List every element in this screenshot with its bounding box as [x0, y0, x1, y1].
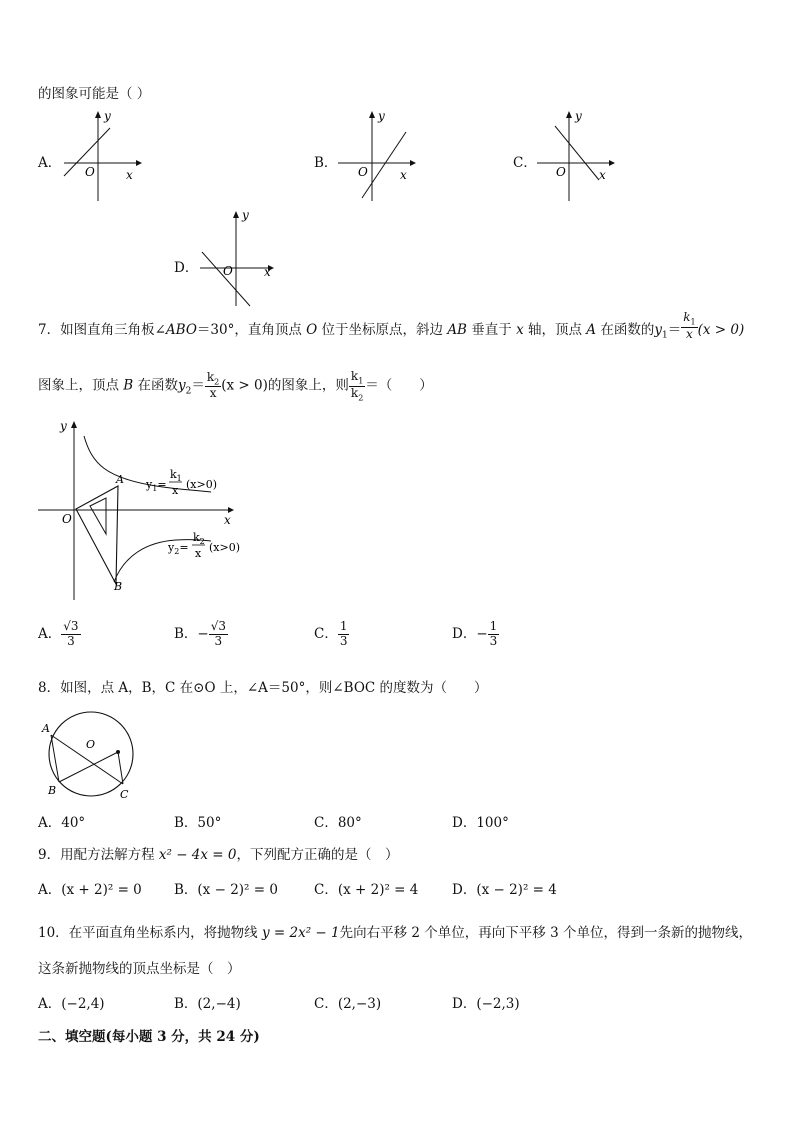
q7-stem-line2: 图象上，顶点 B 在函数$y_2=$ $\frac{k_2}{x}$ (x > 0)的图象上，则 $\frac{k_1}{k_2}$ ＝（ ） [38, 369, 433, 402]
q7-option-c: C． $\frac{1}{3}$ [314, 619, 348, 648]
q10-option-b: B．(2,−4) [174, 996, 241, 1012]
origin-label: O [223, 264, 233, 278]
x-axis-label: x [264, 265, 271, 279]
q10-option-a: A．(−2,4) [38, 996, 105, 1012]
q8-option-b: B．50° [174, 815, 222, 831]
q6-option-a-label: A． [38, 155, 62, 171]
point-a-label: A [116, 473, 124, 486]
q9-option-c: C．(x + 2)² = 4 [314, 882, 419, 898]
q8-option-d: D．100° [452, 815, 509, 831]
point-c-label: C [120, 788, 129, 801]
q6-option-c-label: C． [513, 155, 537, 171]
q9-option-d: D．(x − 2)² = 4 [452, 882, 557, 898]
point-b-label: B [48, 784, 57, 797]
q7-option-b: B．− $\frac{√3}{3}$ [174, 619, 227, 648]
triangle-abo [76, 486, 118, 584]
svg-text:(x>0): (x>0) [209, 541, 241, 554]
x-axis-label: x [599, 168, 606, 182]
q6-graph-d [196, 206, 286, 310]
x-axis-label: x [126, 168, 133, 182]
q9-option-b: B．(x − 2)² = 0 [174, 882, 278, 898]
section-heading: 二、填空题(每小题 3 分，共 24 分) [38, 1029, 260, 1045]
q8-stem: 8．如图，点 A，B，C 在⊙O 上，∠A＝50°，则∠BOC 的度数为（ ） [38, 680, 488, 696]
svg-text:k2: $k_2$ [193, 531, 205, 546]
fraction-k1-over-x: $\frac{k_1}{x}$ [683, 310, 696, 341]
q8-circle-figure [38, 708, 142, 804]
curve-y2 [114, 540, 211, 582]
q6-option-d-label: D． [174, 260, 199, 276]
q10-stem-line1: 10．在平面直角坐标系内，将抛物线 y = 2x² − 1先向右平移 2 个单位，再向下平移 3 个单位，得到一条新的抛物线， [38, 925, 752, 941]
q7-option-a: A． $\frac{√3}{3}$ [38, 619, 79, 648]
q8-option-c: C．80° [314, 815, 362, 831]
y-axis-label: y [60, 419, 67, 433]
circle-o [49, 712, 133, 796]
q6-graph-b [334, 108, 424, 204]
origin-label: O [62, 512, 72, 526]
q7-stem-line1: 7．如图直角三角板∠ABO＝30°，直角顶点 O 位于坐标原点，斜边 AB 垂直于 x 轴，顶点 A 在函数的$y_1=$ $\frac{k_1}{x}$ (x > 0) [38, 310, 745, 341]
svg-text:(x>0): (x>0) [186, 478, 218, 491]
q7-option-d: D．− $\frac{1}{3}$ [452, 619, 498, 648]
point-b-label: B [114, 580, 123, 593]
triangle-inner [90, 498, 106, 534]
svg-text:x: x [172, 484, 179, 497]
y-axis-label: y [104, 109, 111, 123]
origin-label: O [358, 165, 368, 179]
point-a-label: A [42, 722, 50, 735]
q9-option-a: A．(x + 2)² = 0 [38, 882, 142, 898]
origin-label: O [556, 165, 566, 179]
y-axis-label: y [575, 109, 582, 123]
q10-stem-line2: 这条新抛物线的顶点坐标是（ ） [38, 961, 241, 977]
q7-figure [36, 416, 266, 604]
q8-option-a: A．40° [38, 815, 86, 831]
svg-text:y1=: $y_1=$ [146, 478, 167, 493]
q6-graph-c [533, 108, 623, 204]
y-axis-label: y [378, 109, 385, 123]
point-o-label: O [86, 738, 96, 751]
svg-text:k1: $k_1$ [170, 468, 182, 483]
q10-option-d: D．(−2,3) [452, 996, 520, 1012]
fraction-k1-over-k2: $\frac{k_1}{k_2}$ [350, 369, 364, 402]
x-axis-label: x [400, 168, 407, 182]
x-axis-label: x [224, 513, 231, 527]
q6-graph-a [60, 108, 150, 204]
svg-text:x: x [195, 547, 202, 560]
q9-stem: 9．用配方法解方程 x² − 4x = 0，下列配方正确的是（ ） [38, 847, 399, 863]
origin-label: O [85, 165, 95, 179]
y-axis-label: y [242, 208, 249, 222]
fraction-k2-over-x: $\frac{k_2}{x}$ [206, 369, 220, 401]
svg-text:y2=: $y_2=$ [168, 541, 189, 556]
q6-option-b-label: B． [314, 155, 338, 171]
q10-option-c: C．(2,−3) [314, 996, 382, 1012]
center-point [116, 750, 120, 754]
q6-tail: 的图象可能是（ ） [38, 86, 151, 102]
